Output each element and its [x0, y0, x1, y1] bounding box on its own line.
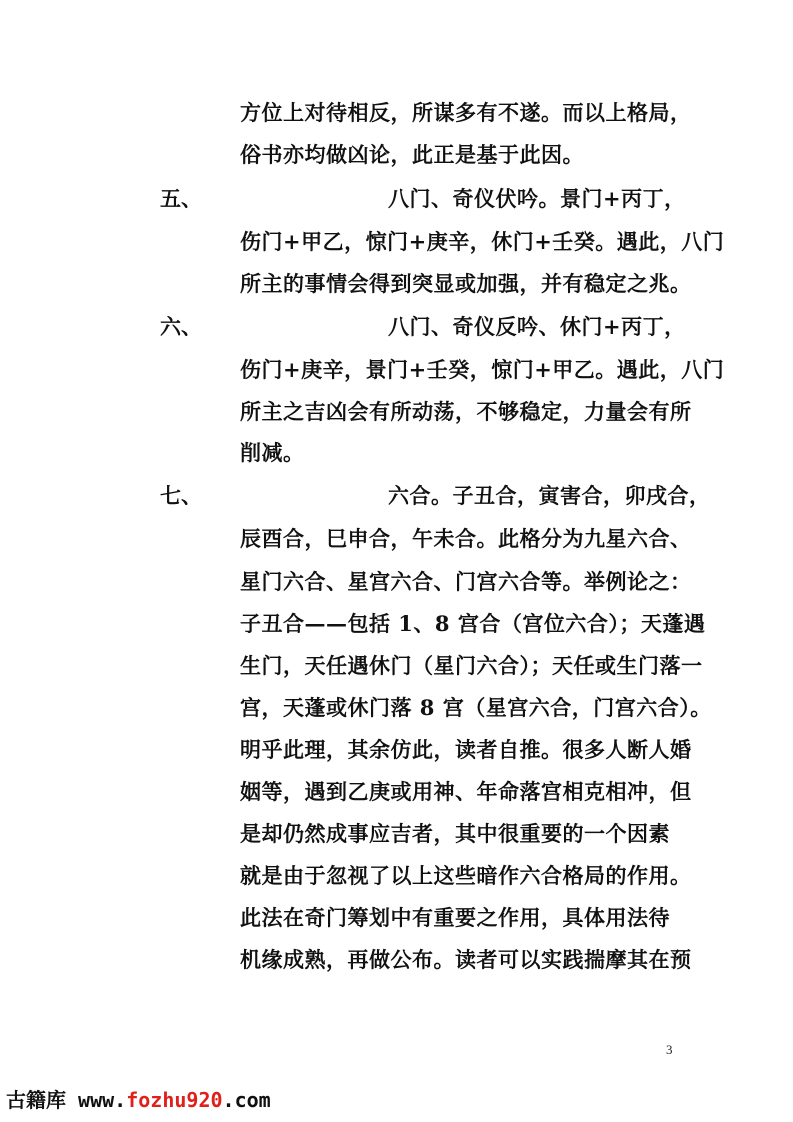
text-line: 此法在奇门筹划中有重要之作用，具体用法待 — [240, 905, 670, 930]
section-number: 六、 — [160, 314, 202, 339]
text-line: 所主的事情会得到突显或加强，并有稳定之兆。 — [240, 271, 692, 296]
text-line: 伤门+甲乙，惊门+庚辛，休门+壬癸。遇此，八门 — [240, 229, 725, 254]
section-heading: 八门、奇仪伏吟。景门+丙丁， — [388, 186, 686, 211]
page-number: 3 — [666, 1042, 673, 1057]
text-line: 伤门+庚辛，景门+壬癸，惊门+甲乙。遇此，八门 — [240, 357, 725, 382]
text-line: 子丑合——包括 1、8 宫合（宫位六合）；天蓬遇 — [240, 611, 706, 636]
text-line: 生门，天任遇休门（星门六合）；天任或生门落一 — [240, 653, 703, 678]
text-line: 就是由于忽视了以上这些暗作六合格局的作用。 — [240, 863, 692, 888]
footer-watermark — [6, 1084, 271, 1113]
text-line: 所主之吉凶会有所动荡，不够稳定，力量会有所 — [240, 399, 692, 424]
text-line: 是却仍然成事应吉者，其中很重要的一个因素 — [240, 821, 670, 846]
section-number: 五、 — [160, 186, 202, 211]
text-line: 姻等，遇到乙庚或用神、年命落宫相克相冲，但 — [240, 779, 692, 804]
text-line: 机缘成熟，再做公布。读者可以实践揣摩其在预 — [240, 947, 692, 972]
footer-highlight: fozhu920 — [126, 1088, 223, 1112]
text-line: 辰酉合，巳申合，午未合。此格分为九星六合、 — [240, 526, 692, 551]
text-line: 星门六合、星宫六合、门宫六合等。举例论之： — [240, 569, 692, 594]
footer-prefix: 古籍库 www. — [6, 1088, 127, 1112]
footer-suffix: .com — [222, 1088, 271, 1112]
text-line: 明乎此理，其余仿此，读者自推。很多人断人婚 — [240, 737, 692, 762]
text-line: 削减。 — [240, 440, 305, 465]
section-heading: 六合。子丑合，寅害合，卯戌合， — [388, 483, 711, 508]
text-line: 俗书亦均做凶论，此正是基于此因。 — [240, 142, 584, 167]
section-number: 七、 — [160, 483, 202, 508]
text-line: 方位上对待相反，所谋多有不遂。而以上格局， — [240, 100, 692, 125]
text-line: 宫，天蓬或休门落 8 宫（星宫六合，门宫六合）。 — [240, 695, 712, 720]
section-heading: 八门、奇仪反吟、休门+丙丁， — [388, 314, 686, 339]
